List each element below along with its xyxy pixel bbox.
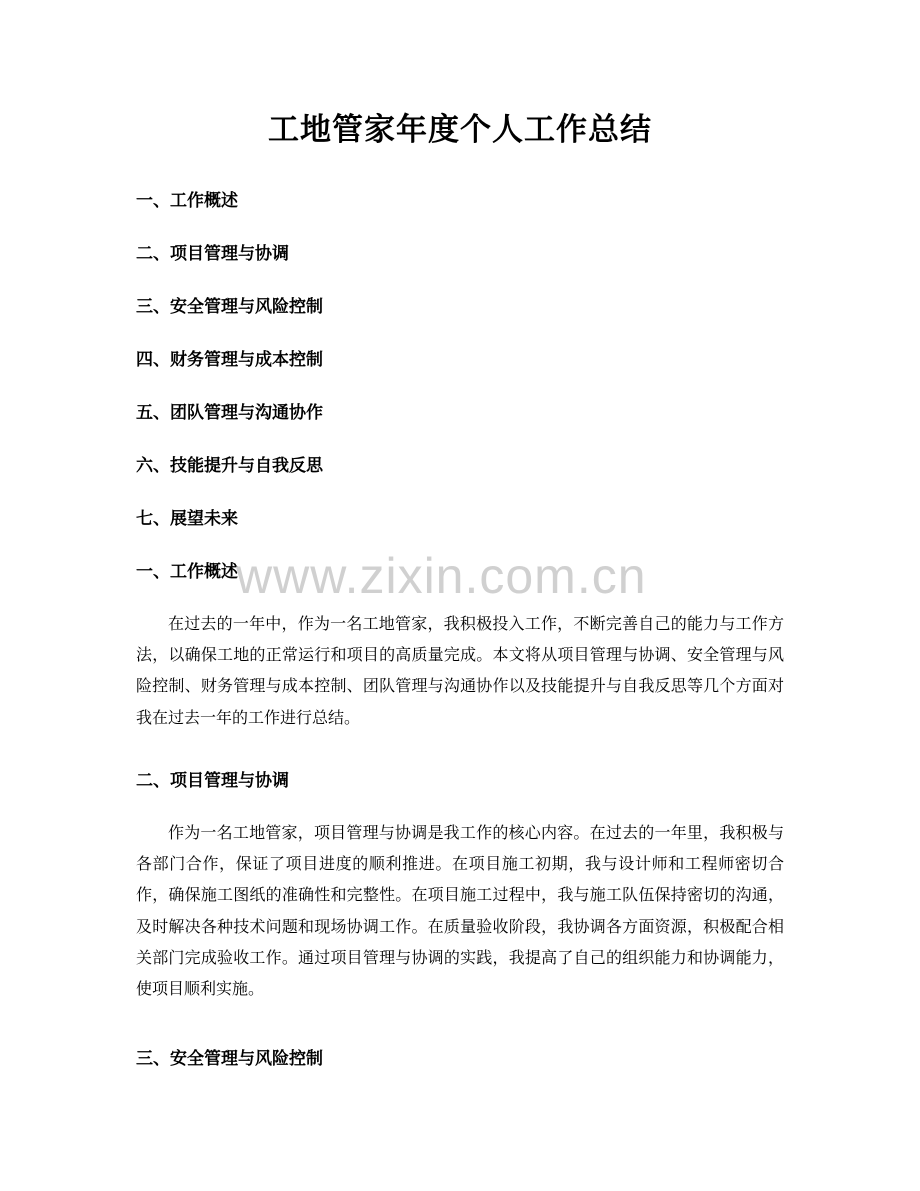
section-heading-project-management: 二、项目管理与协调 [136, 771, 289, 791]
section-paragraph-project-management: 作为一名工地管家，项目管理与协调是我工作的核心内容。在过去的一年里，我积极与各部门合作，保证了项目进度的顺利推进。在项目施工初期，我与设计师和工程师密切合作，确保施工图纸的准确性和完整性。在项目施工过程中，我与施工队伍保持密切的沟通，及时解决各种技术问题和现场协调工作。在质量验收阶段，我协调各方面资源，积极配合相关部门完成验收工作。通过项目管理与协调的实践，我提高了自己的组织能力和协调能力，使项目顺利实施。 [136, 823, 784, 999]
toc-item-1: 一、工作概述 [136, 191, 238, 211]
toc-item-6: 六、技能提升与自我反思 [136, 456, 323, 476]
toc-item-7: 七、展望未来 [136, 509, 238, 529]
toc-item-3: 三、安全管理与风险控制 [136, 297, 323, 317]
toc-item-5: 五、团队管理与沟通协作 [136, 403, 323, 423]
document-title: 工地管家年度个人工作总结 [268, 112, 652, 148]
toc-item-2: 二、项目管理与协调 [136, 244, 289, 264]
watermark-text: www.zixin.com.cn [236, 548, 647, 604]
section-heading-safety-management: 三、安全管理与风险控制 [136, 1049, 323, 1069]
section-paragraph-overview: 在过去的一年中，作为一名工地管家，我积极投入工作，不断完善自己的能力与工作方法，以确保工地的正常运行和项目的高质量完成。本文将从项目管理与协调、安全管理与风险控制、财务管理与成本控制、团队管理与沟通协作以及技能提升与自我反思等几个方面对我在过去一年的工作进行总结。 [136, 614, 784, 727]
toc-item-4: 四、财务管理与成本控制 [136, 350, 323, 370]
table-of-contents [136, 186, 323, 557]
section-heading-overview: 一、工作概述 [136, 562, 238, 582]
